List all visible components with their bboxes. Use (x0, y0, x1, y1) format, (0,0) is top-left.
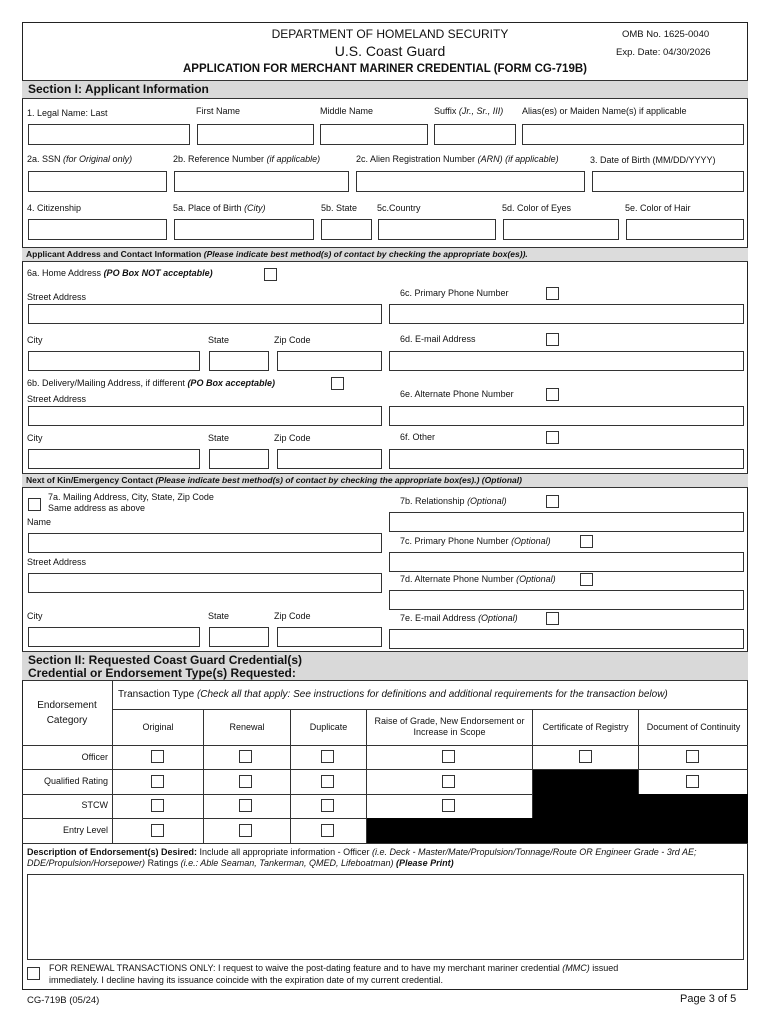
mailing-street-input[interactable] (28, 406, 382, 426)
kin-street-label: Street Address (27, 557, 87, 567)
alternate-phone-input[interactable] (389, 406, 744, 426)
mailing-address-checkbox[interactable] (331, 377, 344, 390)
officer-original-checkbox[interactable] (151, 750, 164, 763)
officer-registry-checkbox[interactable] (579, 750, 592, 763)
birth-country-input[interactable] (378, 219, 496, 240)
officer-renewal-checkbox[interactable] (239, 750, 252, 763)
rating-renewal-checkbox[interactable] (239, 775, 252, 788)
officer-duplicate-checkbox[interactable] (321, 750, 334, 763)
entry-duplicate-checkbox[interactable] (321, 824, 334, 837)
reference-number-label: 2b. Reference Number (if applicable) (173, 154, 321, 164)
alias-label: Alias(es) or Maiden Name(s) if applicable (522, 106, 687, 116)
primary-phone-label: 6c. Primary Phone Number (400, 288, 509, 298)
row-qualified-rating: Qualified Rating (43, 776, 108, 786)
kin-zip-label: Zip Code (274, 611, 311, 621)
mailing-city-input[interactable] (28, 449, 200, 469)
place-of-birth-input[interactable] (174, 219, 314, 240)
officer-raise-checkbox[interactable] (442, 750, 455, 763)
section-1-header: Section I: Applicant Information (22, 80, 748, 99)
section-2-subtitle: Credential or Endorsement Type(s) Requested: (28, 666, 296, 680)
kin-state-input[interactable] (209, 627, 269, 647)
endorsement-category-header: Endorsement Category (37, 700, 97, 726)
kin-name-input[interactable] (28, 533, 382, 553)
ssn-label: 2a. SSN (for Original only) (27, 154, 133, 164)
officer-continuity-checkbox[interactable] (686, 750, 699, 763)
mailing-zip-input[interactable] (277, 449, 382, 469)
middle-name-label: Middle Name (320, 106, 374, 116)
entry-blocked (367, 818, 748, 843)
same-address-checkbox[interactable] (28, 498, 41, 511)
ssn-input[interactable] (28, 171, 167, 192)
stcw-duplicate-checkbox[interactable] (321, 799, 334, 812)
entry-original-checkbox[interactable] (151, 824, 164, 837)
row-officer: Officer (81, 752, 108, 762)
col-certificate-of-registry: Certificate of Registry (542, 722, 629, 732)
endorsement-description-input[interactable] (27, 874, 744, 960)
email-label: 6d. E-mail Address (400, 334, 476, 344)
col-renewal: Renewal (229, 722, 265, 732)
same-address-label: Same address as above (48, 503, 146, 513)
hair-color-input[interactable] (626, 219, 744, 240)
alias-input[interactable] (522, 124, 744, 145)
transaction-type-header: Transaction Type (Check all that apply: See instructions for definitions and additional requirements for the transaction below) (118, 689, 668, 700)
first-name-label: First Name (196, 106, 241, 116)
email-checkbox[interactable] (546, 333, 559, 346)
home-city-input[interactable] (28, 351, 200, 371)
mailing-state-label: State (208, 433, 230, 443)
middle-name-input[interactable] (320, 124, 428, 145)
stcw-renewal-checkbox[interactable] (239, 799, 252, 812)
kin-alternate-phone-input[interactable] (389, 590, 744, 610)
col-raise-of-grade: Raise of Grade, New Endorsement or Increase in Scope (374, 716, 525, 737)
next-of-kin-subheader: Next of Kin/Emergency Contact (Please indicate best method(s) of contact by checking the appropriate box(es).) (Optional) (22, 473, 748, 488)
home-zip-input[interactable] (277, 351, 382, 371)
suffix-input[interactable] (434, 124, 516, 145)
primary-phone-checkbox[interactable] (546, 287, 559, 300)
home-street-input[interactable] (28, 304, 382, 324)
row-stcw: STCW (81, 800, 108, 810)
other-contact-label: 6f. Other (400, 432, 436, 442)
form-title: APPLICATION FOR MERCHANT MARINER CREDENTIAL (FORM CG-719B) (183, 63, 587, 75)
agency-title: U.S. Coast Guard (334, 43, 446, 59)
kin-zip-input[interactable] (277, 627, 382, 647)
relationship-label: 7b. Relationship (Optional) (400, 496, 507, 506)
kin-email-label: 7e. E-mail Address (Optional) (400, 613, 518, 623)
rating-original-checkbox[interactable] (151, 775, 164, 788)
description-instructions: Description of Endorsement(s) Desired: Include all appropriate information - Officer (i.e. Deck - Master/Mate/Propulsion/Tonnage/Route OR Engineer Grade - 3rd AE; DDE/Propulsion/Horsepower) Ratings (i.e.: Able Seaman, Tankerman, QMED, Lifeboatman) (Please Print) (27, 847, 697, 868)
page-number: Page 3 of 5 (680, 993, 737, 1005)
mailing-zip-label: Zip Code (274, 433, 311, 443)
stcw-blocked (533, 794, 748, 818)
kin-primary-phone-checkbox[interactable] (580, 535, 593, 548)
first-name-input[interactable] (197, 124, 314, 145)
renewal-waiver-text-line2: immediately. I decline having its issuance coincide with the expiration date of my current credential. (49, 975, 444, 985)
stcw-raise-checkbox[interactable] (442, 799, 455, 812)
mailing-city-label: City (27, 433, 43, 443)
eye-color-label: 5d. Color of Eyes (502, 203, 572, 213)
date-of-birth-label: 3. Date of Birth (MM/DD/YYYY) (590, 155, 716, 165)
eye-color-input[interactable] (503, 219, 619, 240)
last-name-input[interactable] (28, 124, 190, 145)
kin-city-label: City (27, 611, 43, 621)
entry-renewal-checkbox[interactable] (239, 824, 252, 837)
relationship-input[interactable] (389, 512, 744, 532)
home-street-label: Street Address (27, 292, 87, 302)
relationship-checkbox[interactable] (546, 495, 559, 508)
alien-registration-label: 2c. Alien Registration Number (ARN) (if applicable) (356, 154, 559, 164)
home-address-checkbox[interactable] (264, 268, 277, 281)
other-contact-input[interactable] (389, 449, 744, 469)
suffix-label: Suffix (Jr., Sr., III) (434, 106, 504, 116)
alien-registration-input[interactable] (356, 171, 585, 192)
birth-state-input[interactable] (321, 219, 372, 240)
birth-country-label: 5c.Country (377, 203, 421, 213)
rating-duplicate-checkbox[interactable] (321, 775, 334, 788)
hair-color-label: 5e. Color of Hair (625, 203, 691, 213)
rating-raise-checkbox[interactable] (442, 775, 455, 788)
kin-mailing-address-label: 7a. Mailing Address, City, State, Zip Code (48, 492, 214, 502)
home-address-label: 6a. Home Address (PO Box NOT acceptable) (27, 268, 213, 278)
place-of-birth-label: 5a. Place of Birth (City) (173, 203, 266, 213)
kin-email-checkbox[interactable] (546, 612, 559, 625)
home-city-label: City (27, 335, 43, 345)
kin-primary-phone-input[interactable] (389, 552, 744, 572)
form-number: CG-719B (05/24) (27, 995, 100, 1006)
stcw-original-checkbox[interactable] (151, 799, 164, 812)
col-document-of-continuity: Document of Continuity (646, 722, 741, 732)
mailing-state-input[interactable] (209, 449, 269, 469)
citizenship-label: 4. Citizenship (27, 203, 82, 213)
address-subheader: Applicant Address and Contact Information (Please indicate best method(s) of contact by checking the appropriate box(es)). (22, 247, 748, 262)
kin-primary-phone-label: 7c. Primary Phone Number (Optional) (400, 536, 551, 546)
row-entry-level: Entry Level (62, 825, 108, 835)
rating-registry-blocked (533, 770, 638, 794)
kin-name-label: Name (27, 517, 52, 527)
col-original: Original (142, 722, 174, 732)
section-2-title: Section II: Requested Coast Guard Credential(s) (28, 653, 303, 667)
kin-alternate-phone-label: 7d. Alternate Phone Number (Optional) (400, 574, 556, 584)
alternate-phone-checkbox[interactable] (546, 388, 559, 401)
kin-alternate-phone-checkbox[interactable] (580, 573, 593, 586)
other-contact-checkbox[interactable] (546, 431, 559, 444)
reference-number-input[interactable] (174, 171, 349, 192)
date-of-birth-input[interactable] (592, 171, 744, 192)
section-2-header (22, 651, 748, 681)
citizenship-input[interactable] (28, 219, 167, 240)
renewal-waiver-text-line1: FOR RENEWAL TRANSACTIONS ONLY: I request to waive the post-dating feature and to have my merchant mariner credential (MMC) issued (49, 963, 619, 973)
kin-street-input[interactable] (28, 573, 382, 593)
department-title: DEPARTMENT OF HOMELAND SECURITY (271, 27, 509, 41)
primary-phone-input[interactable] (389, 304, 744, 324)
home-state-label: State (208, 335, 230, 345)
home-state-input[interactable] (209, 351, 269, 371)
email-input[interactable] (389, 351, 744, 371)
kin-state-label: State (208, 611, 230, 621)
legal-last-name-label: 1. Legal Name: Last (27, 108, 108, 118)
rating-continuity-checkbox[interactable] (686, 775, 699, 788)
alternate-phone-label: 6e. Alternate Phone Number (400, 389, 514, 399)
home-zip-label: Zip Code (274, 335, 311, 345)
col-duplicate: Duplicate (309, 722, 348, 732)
expiration-date: Exp. Date: 04/30/2026 (616, 47, 711, 58)
mailing-street-label: Street Address (27, 394, 87, 404)
birth-state-label: 5b. State (321, 203, 358, 213)
omb-number: OMB No. 1625-0040 (622, 29, 710, 40)
kin-city-input[interactable] (28, 627, 200, 647)
kin-email-input[interactable] (389, 629, 744, 649)
mailing-address-label: 6b. Delivery/Mailing Address, if different (PO Box acceptable) (27, 378, 275, 388)
renewal-waiver-checkbox[interactable] (27, 967, 40, 980)
